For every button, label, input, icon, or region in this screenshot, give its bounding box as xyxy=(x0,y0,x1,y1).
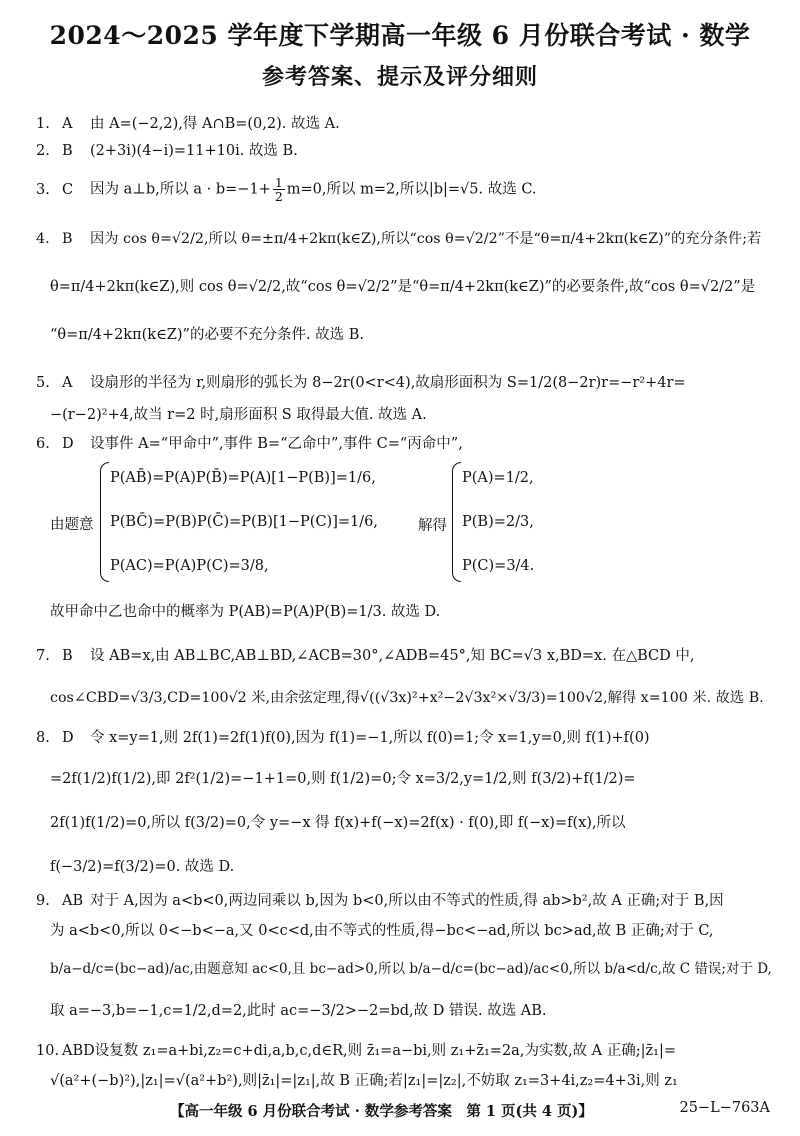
answer-9-line-2: 为 a<b<0,所以 0<−b<−a,又 0<c<d,由不等式的性质,得−bc<−ad,所以 bc>ad,故 B 正确;对于 C, xyxy=(50,923,714,939)
page-subtitle: 参考答案、提示及评分细则 xyxy=(261,64,538,90)
answer-6-line-1: 6. D 设事件 A=“甲命中”,事件 B=“乙命中”,事件 C=“丙命中”, xyxy=(36,436,463,452)
answer-5-line-1: 5. A 设扇形的半径为 r,则扇形的弧长为 8−2r(0<r<4),故扇形面积为 S=1/2(8−2r)r=−r²+4r= xyxy=(36,375,686,391)
result-3: P(C)=3/4. xyxy=(462,558,535,574)
left-brace xyxy=(100,462,109,582)
page-title: 2024～2025 学年度下学期高一年级 6 月份联合考试 · 数学 xyxy=(49,21,751,50)
answer-9-line-4: 取 a=−3,b=−1,c=1/2,d=2,此时 ac=−3/2>−2=bd,故 D 错误. 故选 AB. xyxy=(50,1003,547,1019)
answer-6-conclusion: 故甲命中乙也命中的概率为 P(AB)=P(A)P(B)=1/3. 故选 D. xyxy=(50,604,441,620)
answer-8-line-1: 8. D 令 x=y=1,则 2f(1)=2f(1)f(0),因为 f(1)=−1,所以 f(0)=1;令 x=1,y=0,则 f(1)+f(0) xyxy=(36,730,650,746)
answer-7-line-2: cos∠CBD=√3/3,CD=100√2 米,由余弦定理,得√((√3x)²+x²−2√3x²×√3/3)=100√2,解得 x=100 米. 故选 B. xyxy=(50,690,764,706)
answer-10-line-2: √(a²+(−b)²),|z₁|=√(a²+b²),则|z̄₁|=|z₁|,故 B 正确;若|z₁|=|z₂|,不妨取 z₁=3+4i,z₂=4+3i,则 z₁ xyxy=(50,1073,678,1089)
document-code: 25−L−763A xyxy=(679,1100,770,1116)
answer-4-line-3: “θ=π/4+2kπ(k∈Z)”的必要不充分条件. 故选 B. xyxy=(50,327,365,343)
equation-1: P(AB̄)=P(A)P(B̄)=P(A)[1−P(B)]=1/6, xyxy=(110,470,376,486)
answer-8-line-3: 2f(1)f(1/2)=0,所以 f(3/2)=0,令 y=−x 得 f(x)+f(−x)=2f(x) · f(0),即 f(−x)=f(x),所以 xyxy=(50,815,626,831)
answer-7-line-1: 7. B 设 AB=x,由 AB⊥BC,AB⊥BD,∠ACB=30°,∠ADB=45°,知 BC=√3 x,BD=x. 在△BCD 中, xyxy=(36,648,695,664)
right-brace xyxy=(452,462,461,582)
answer-3: 3. C 因为 a⊥b,所以 a · b=−1+ $\frac{1}{2}$ m=0,所以 m=2,所以|b|=√5. 故选 C. xyxy=(36,175,537,204)
equation-2: P(BC̄)=P(B)P(C̄)=P(B)[1−P(C)]=1/6, xyxy=(110,514,378,530)
result-2: P(B)=2/3, xyxy=(462,514,534,530)
answer-4-line-2: θ=π/4+2kπ(k∈Z),则 cos θ=√2/2,故“cos θ=√2/2”是“θ=π/4+2kπ(k∈Z)”的必要条件,故“cos θ=√2/2”是 xyxy=(50,279,756,295)
result-1: P(A)=1/2, xyxy=(462,470,534,486)
solve-word: 解得 xyxy=(418,518,447,534)
answer-2: 2. B (2+3i)(4−i)=11+10i. 故选 B. xyxy=(36,143,298,159)
answer-8-line-2: =2f(1/2)f(1/2),即 2f²(1/2)=−1+1=0,则 f(1/2)=0;令 x=3/2,y=1/2,则 f(3/2)+f(1/2)= xyxy=(50,771,636,787)
answer-9-line-1: 9. AB 对于 A,因为 a<b<0,两边同乘以 b,因为 b<0,所以由不等式的性质,得 ab>b²,故 A 正确;对于 B,因 xyxy=(36,893,724,909)
answer-8-line-4: f(−3/2)=f(3/2)=0. 故选 D. xyxy=(50,859,235,875)
answer-9-line-3: b/a−d/c=(bc−ad)/ac,由题意知 ac<0,且 bc−ad>0,所以 b/a−d/c=(bc−ad)/ac<0,所以 b/a<d/c,故 C 错误;对于 D, xyxy=(50,961,772,977)
answer-4-line-1: 4. B 因为 cos θ=√2/2,所以 θ=±π/4+2kπ(k∈Z),所以“cos θ=√2/2”不是“θ=π/4+2kπ(k∈Z)”的充分条件;若 xyxy=(36,231,762,247)
answer-10-line-1: 10. ABD设复数 z₁=a+bi,z₂=c+di,a,b,c,d∈R,则 z̄₁=a−bi,则 z₁+z̄₁=2a,为实数,故 A 正确;|z̄₁|= xyxy=(36,1043,676,1059)
page-footer: 【高一年级 6 月份联合考试 · 数学参考答案 第 1 页(共 4 页)】 xyxy=(170,1103,593,1120)
answer-5-line-2: −(r−2)²+4,故当 r=2 时,扇形面积 S 取得最大值. 故选 A. xyxy=(50,407,427,423)
answer-1: 1. A 由 A=(−2,2),得 A∩B=(0,2). 故选 A. xyxy=(36,116,340,132)
equation-3: P(AC)=P(A)P(C)=3/8, xyxy=(110,558,269,574)
system-prefix: 由题意 xyxy=(50,517,94,533)
